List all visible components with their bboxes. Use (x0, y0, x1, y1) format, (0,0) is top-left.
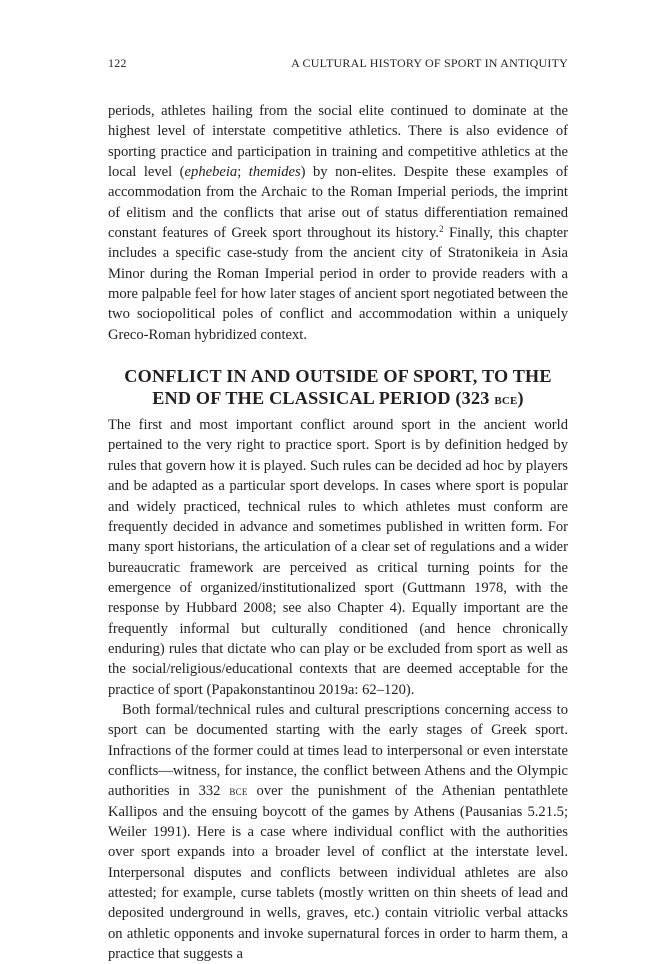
page-number: 122 (108, 56, 127, 70)
running-title: A CULTURAL HISTORY OF SPORT IN ANTIQUITY (291, 56, 568, 70)
term-ephebeia: ephebeia (184, 164, 238, 181)
paragraph-3 (108, 700, 568, 964)
paragraph-1 (108, 101, 568, 345)
paragraph-3-part-a: Both formal/technical rules and cultural prescriptions concerning access to sport can be documented starting with the early stages of Greek sport. Infractions of the former could at times lead to interpersonal or even interstate conflicts—witness, for instance, the conflict between Athens and the Olympic authorities in 332 (108, 701, 568, 800)
paragraph-2: The first and most important conflict around sport in the ancient world pertained to the very right to practice sport. Sport is by definition hedged by rules that govern how it is played. Such rules can be decided ad hoc by players and be adapted as a particular sport develops. In cases where sport is popular and widely practiced, technical rules to which athletes must conform are frequently decided in advance and sometimes published in written form. For many sport historians, the articulation of a clear set of regulations and a wider bureaucratic framework are perceived as critical turning points for the emergence of organized/institutionalized sport (Guttmann 1978, with the response by Hubbard 2008; see also Chapter 4). Equally important are the frequently informal but culturally conditioned (and hence chronically enduring) rules that dictate who can play or be excluded from sport as well as the social/religious/educational contexts that are deemed acceptable for the practice of sport (Papakonstantinou 2019a: 62–120). (108, 417, 568, 698)
era-abbreviation: bce (229, 783, 248, 799)
section-heading-era: bce (494, 391, 518, 409)
paragraph-1-part-c: Finally, this chapter includes a specific case-study from the ancient city of Stratonikeia in Asia Minor during the Roman Imperial period in order to provide readers with a more palpable feel for how later stages of ancient sport negotiated between the two sociopolitical poles of conflict and accommodation within a uniquely Greco-Roman hybridized context. (108, 225, 568, 343)
section-heading-main: CONFLICT IN AND OUTSIDE OF SPORT, TO THE END OF THE CLASSICAL PERIOD (323 (124, 366, 552, 409)
term-separator: ; (237, 164, 249, 181)
paragraph-1-part-a: periods, athletes hailing from the social elite continued to dominate at the highest level of interstate competitive athletics. There is also evidence of sporting practice and participation in training and competitive athletics at the local level ( (108, 103, 568, 181)
paragraph-1-part-b: ) by non-elites. Despite these examples of accommodation from the Archaic to the Roman Imperial periods, the imprint of elitism and the conflicts that arise out of status differentiation remained constant features of Greek sport throughout its history. (108, 164, 568, 242)
section-heading-close: ) (517, 388, 524, 409)
term-themides: themides (248, 164, 301, 181)
body-text (108, 101, 568, 964)
footnote-marker[interactable]: 2 (439, 224, 444, 235)
section-heading (108, 365, 568, 411)
paragraph-3-part-b: over the punishment of the Athenian pentathlete Kallipos and the ensuing boycott of the games by Athens (Pausanias 5.21.5; Weiler 1991). Here is a case where individual conflict with the authorities over sport expands into a broader level of conflict at the interstate level. Interpersonal disputes and conflicts between individual athletes are also attested; for example, curse tablets (mostly written on thin sheets of lead and deposited underground in wells, graves, etc.) contain vitriolic verbal attacks on athletic opponents and invoke supernatural forces in order to harm them, a practice that suggests a (108, 783, 569, 963)
